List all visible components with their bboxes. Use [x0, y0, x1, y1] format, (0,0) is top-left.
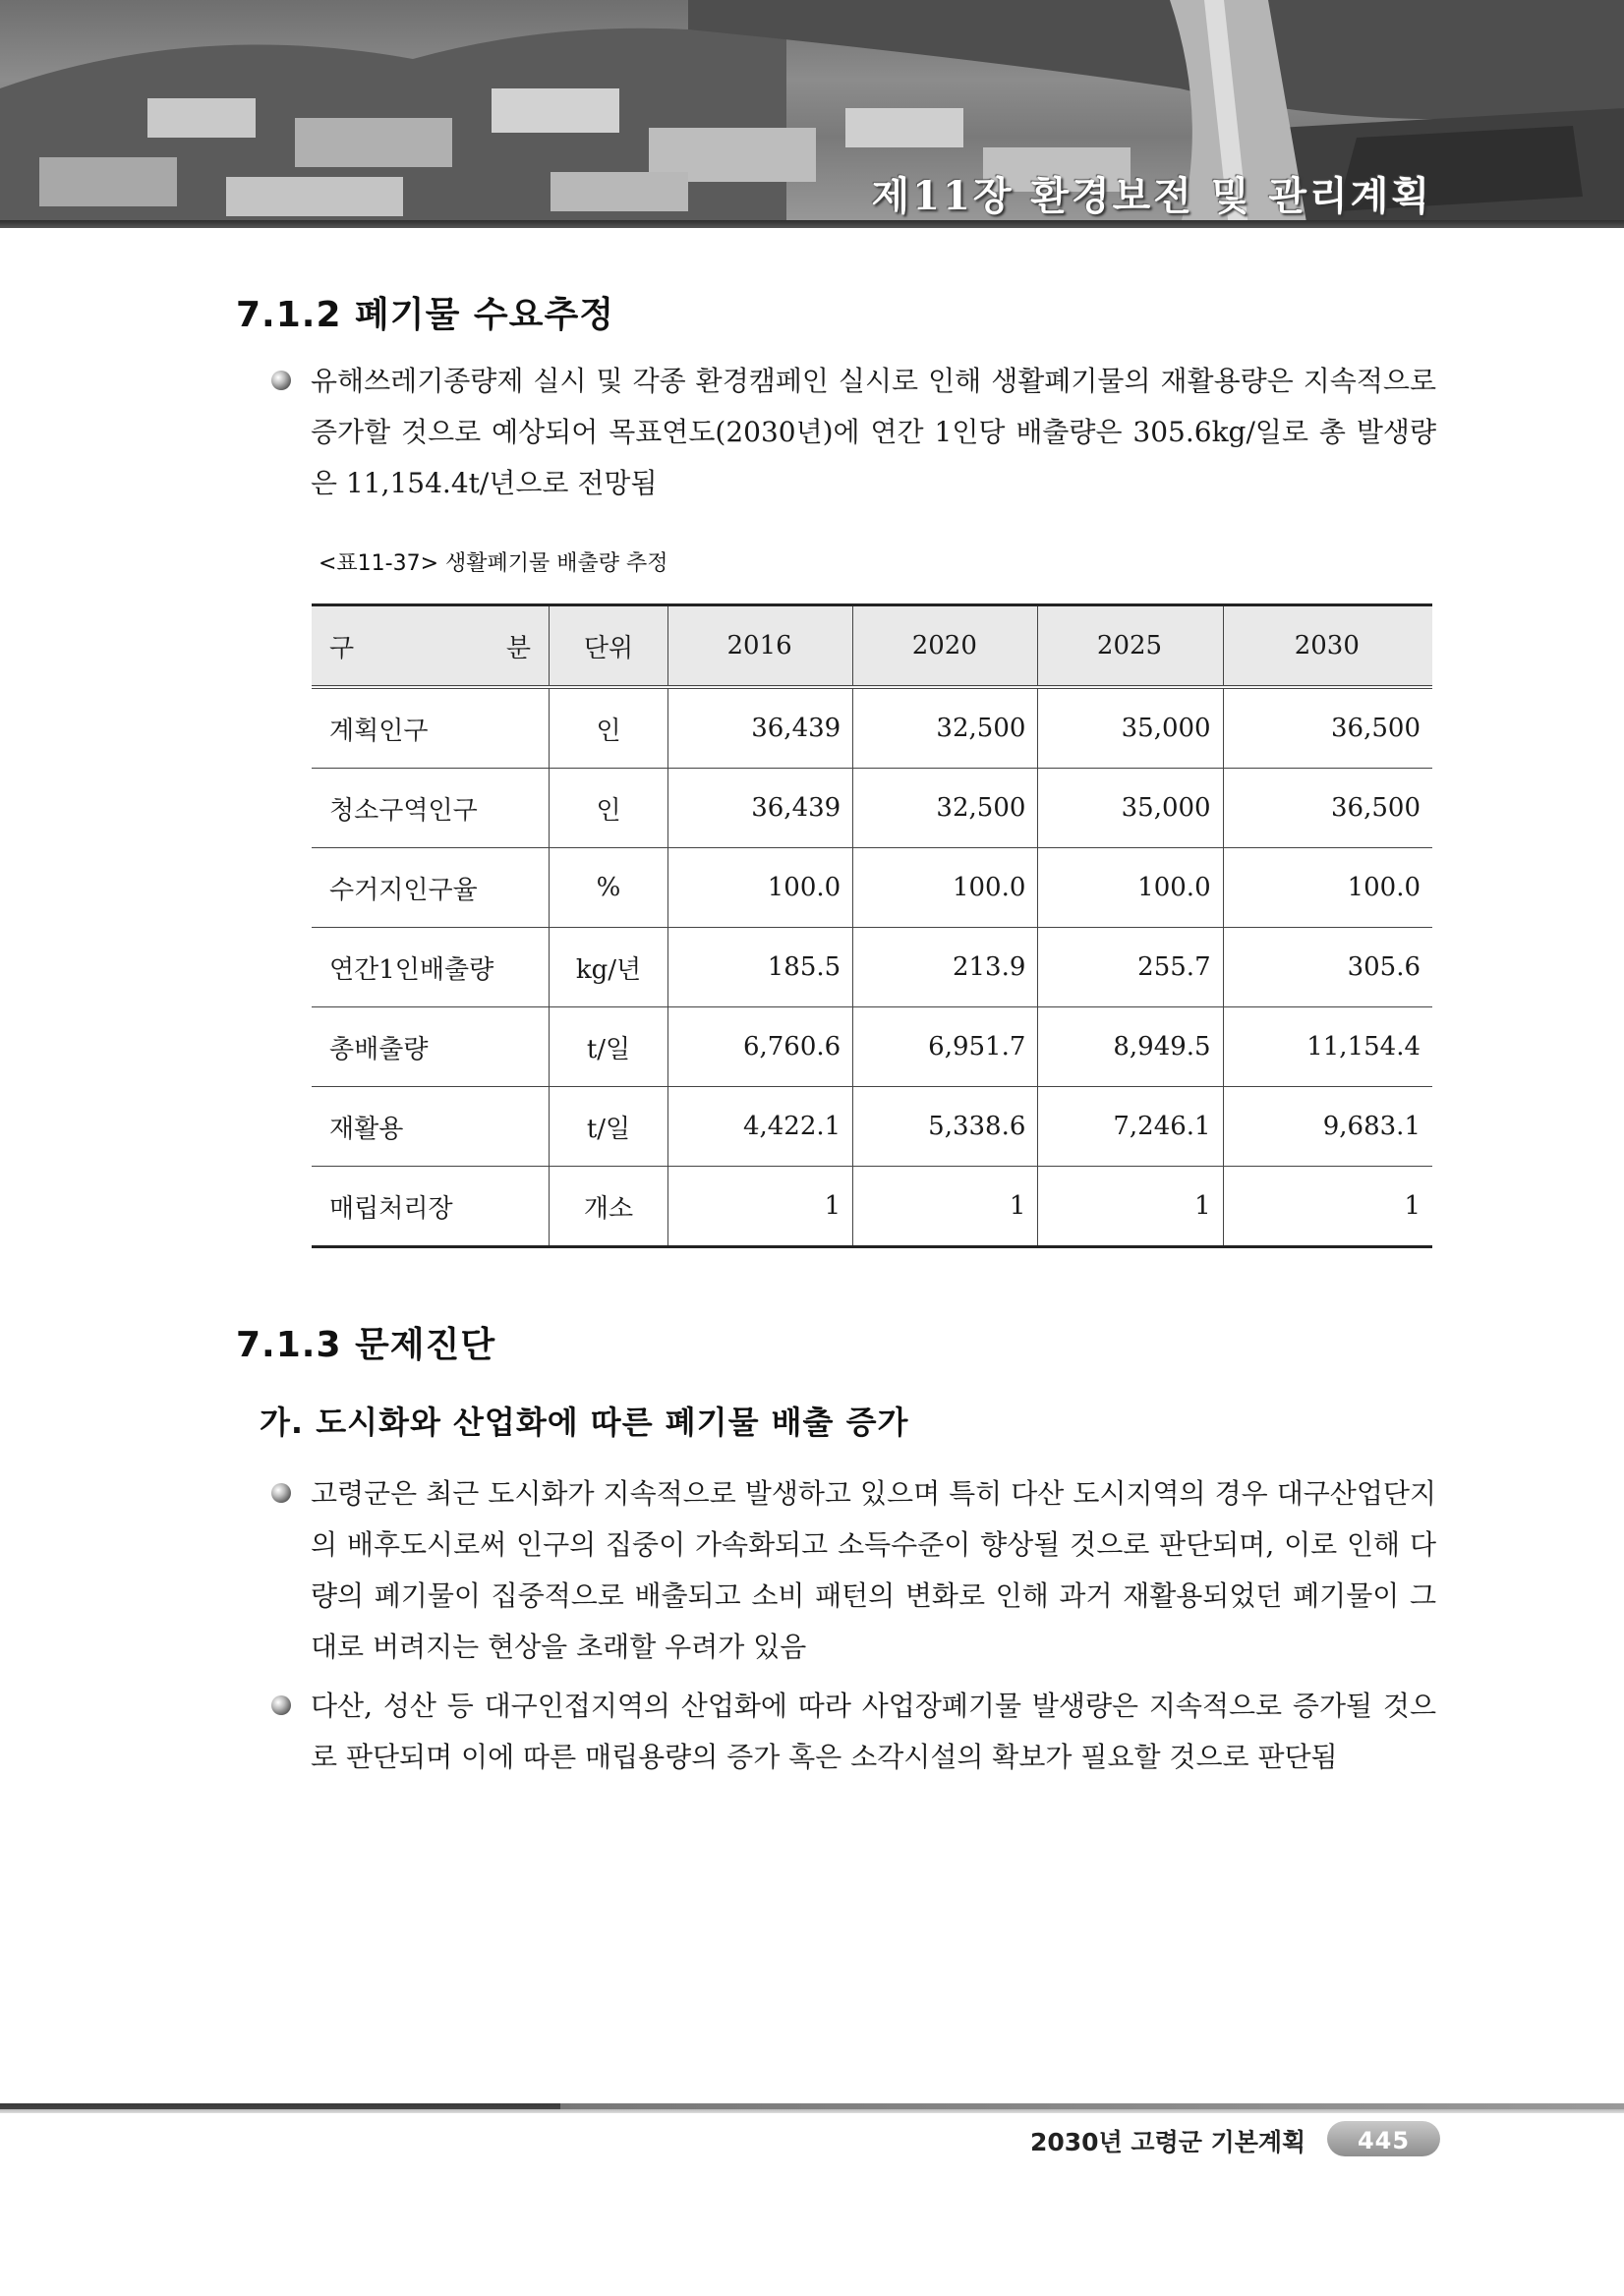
row-label: 매립처리장: [312, 1167, 550, 1247]
bullet-dot-icon: [271, 1695, 291, 1715]
cell-value: 8,949.5: [1038, 1007, 1223, 1087]
row-unit: 인: [550, 687, 668, 769]
row-label: 계획인구: [312, 687, 550, 769]
cell-value: 213.9: [853, 928, 1038, 1007]
cell-value: 32,500: [853, 687, 1038, 769]
section-heading-713: 7.1.3 문제진단: [236, 1325, 496, 1365]
row-unit: 인: [550, 769, 668, 848]
cell-value: 35,000: [1038, 769, 1223, 848]
table-caption: <표11-37> 생활폐기물 배출량 추정: [319, 551, 668, 576]
cell-value: 6,760.6: [668, 1007, 853, 1087]
footer-title: 2030년 고령군 기본계획: [1030, 2128, 1306, 2156]
table-row: [312, 1087, 1432, 1167]
row-label: 재활용: [312, 1087, 550, 1167]
cell-value: 36,439: [668, 769, 853, 848]
row-unit: 개소: [550, 1167, 668, 1247]
header-rule: [0, 220, 1624, 228]
cell-value: 36,439: [668, 687, 853, 769]
table-row: [312, 687, 1432, 769]
cell-value: 9,683.1: [1223, 1087, 1432, 1167]
cell-value: 185.5: [668, 928, 853, 1007]
cell-value: 32,500: [853, 769, 1038, 848]
header-cell-unit: 단위: [550, 605, 668, 688]
header-cell-year: 2016: [668, 605, 853, 688]
cell-value: 305.6: [1223, 928, 1432, 1007]
row-unit: t/일: [550, 1007, 668, 1087]
cell-value: 36,500: [1223, 769, 1432, 848]
cell-value: 255.7: [1038, 928, 1223, 1007]
bullet-dot-icon: [271, 371, 291, 390]
page-number: 445: [1327, 2121, 1440, 2156]
table-row: [312, 928, 1432, 1007]
cell-value: 5,338.6: [853, 1087, 1038, 1167]
cell-value: 100.0: [668, 848, 853, 928]
cell-value: 6,951.7: [853, 1007, 1038, 1087]
section-heading-712: 7.1.2 폐기물 수요추정: [236, 295, 614, 335]
row-unit: %: [550, 848, 668, 928]
cell-value: 35,000: [1038, 687, 1223, 769]
bullet-dot-icon: [271, 1483, 291, 1503]
header-cell-year: 2025: [1038, 605, 1223, 688]
table-row: [312, 769, 1432, 848]
header-cell-year: 2030: [1223, 605, 1432, 688]
row-unit: kg/년: [550, 928, 668, 1007]
bullet-paragraph: [311, 356, 1436, 509]
cell-value: 1: [668, 1167, 853, 1247]
table-row: [312, 1007, 1432, 1087]
table-row: [312, 1167, 1432, 1247]
cell-value: 7,246.1: [1038, 1087, 1223, 1167]
row-unit: t/일: [550, 1087, 668, 1167]
header-cell-year: 2020: [853, 605, 1038, 688]
table-row: [312, 848, 1432, 928]
chapter-title: 제11장 환경보전 및 관리계획: [871, 173, 1432, 219]
cell-value: 100.0: [1038, 848, 1223, 928]
bullet-text: 다산, 성산 등 대구인접지역의 산업화에 따라 사업장폐기물 발생량은 지속적으로 증가될 것으로 판단되며 이에 따른 매립용량의 증가 혹은 소각시설의 확보가 필요할 것으로 판단됨: [311, 1690, 1436, 1773]
bullet-text: 유해쓰레기종량제 실시 및 각종 환경캠페인 실시로 인해 생활폐기물의 재활용량은 지속적으로 증가할 것으로 예상되어 목표연도(2030년)에 연간 1인당 배출량은 305.6kg/일로 총 발생량은 11,154.4t/년으로 전망됨: [311, 365, 1436, 499]
row-label: 연간1인배출량: [312, 928, 550, 1007]
table-header-row: [312, 605, 1432, 688]
header-cell-category: 구 분: [312, 605, 550, 688]
cell-value: 36,500: [1223, 687, 1432, 769]
cell-value: 11,154.4: [1223, 1007, 1432, 1087]
bullet-paragraph: [311, 1681, 1436, 1783]
waste-estimate-table: [312, 603, 1432, 1248]
cell-value: 4,422.1: [668, 1087, 853, 1167]
footer-rule: [0, 2103, 1624, 2113]
header-banner: [0, 0, 1624, 228]
cell-value: 100.0: [853, 848, 1038, 928]
cell-value: 1: [1223, 1167, 1432, 1247]
row-label: 총배출량: [312, 1007, 550, 1087]
bullet-paragraph: [311, 1468, 1436, 1673]
row-label: 수거지인구율: [312, 848, 550, 928]
row-label: 청소구역인구: [312, 769, 550, 848]
bullet-text: 고령군은 최근 도시화가 지속적으로 발생하고 있으며 특히 다산 도시지역의 경우 대구산업단지의 배후도시로써 인구의 집중이 가속화되고 소득수준이 향상될 것으로 판단되며, 이로 인해 다량의 폐기물이 집중적으로 배출되고 소비 패턴의 변화로 인해 과거 재활용되었던 폐기물이 그대로 버려지는 현상을 초래할 우려가 있음: [311, 1477, 1436, 1663]
cell-value: 1: [1038, 1167, 1223, 1247]
subsection-heading: 가. 도시화와 산업화에 따른 폐기물 배출 증가: [260, 1404, 909, 1441]
cell-value: 100.0: [1223, 848, 1432, 928]
cell-value: 1: [853, 1167, 1038, 1247]
